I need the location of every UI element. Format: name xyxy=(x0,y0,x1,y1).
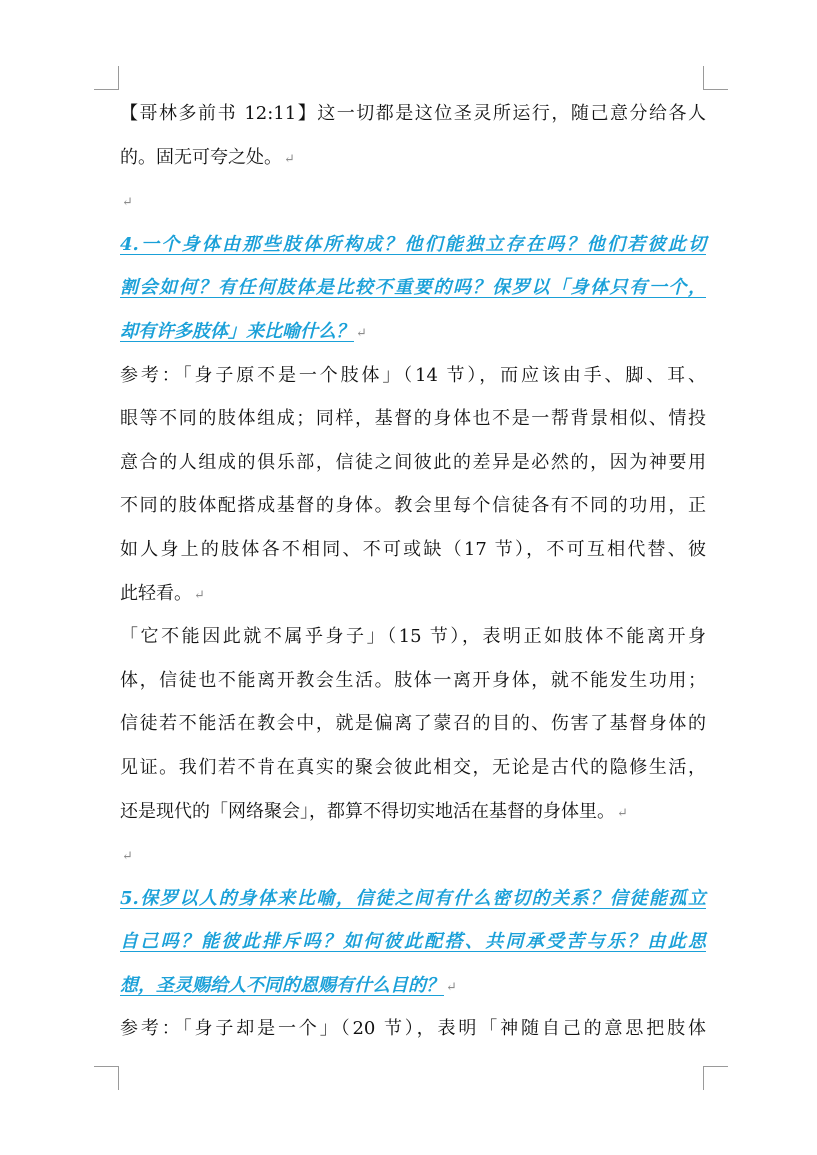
line-text: 不同的肢体配搭成基督的身体。教会里每个信徒各有不同的功用，正 xyxy=(120,495,706,517)
paragraph-mark-icon: ↵ xyxy=(194,587,205,603)
body-text-line xyxy=(120,136,706,180)
line-text: 自己吗？能彼此排斥吗？如何彼此配搭、共同承受苦与乐？由此思 xyxy=(120,931,706,953)
paragraph-mark-icon: ↵ xyxy=(122,195,133,211)
question-heading-line xyxy=(120,920,706,964)
paragraph-mark-icon: ↵ xyxy=(122,849,133,865)
body-text-line xyxy=(120,397,706,441)
line-text: 却有许多肢体」来比喻什么？ xyxy=(120,320,354,342)
body-text-line xyxy=(120,746,706,790)
line-text: 【哥林多前书 12:11】这一切都是这位圣灵所运行，随己意分给各人 xyxy=(120,103,706,124)
body-text-line xyxy=(120,528,706,572)
line-text: 4.一个身体由那些肢体所构成？他们能独立存在吗？他们若彼此切 xyxy=(120,233,706,255)
crop-mark-bottom-right-v xyxy=(703,1066,704,1090)
line-text: 「它不能因此就不属乎身子」（15 节），表明正如肢体不能离开身 xyxy=(120,626,706,648)
body-text-line xyxy=(120,790,706,834)
body-text-line xyxy=(120,354,706,398)
line-text: 见证。我们若不肯在真实的聚会彼此相交，无论是古代的隐修生活， xyxy=(120,756,706,778)
body-text-line xyxy=(120,1007,706,1051)
crop-mark-top-left-h xyxy=(94,89,119,90)
body-text-line xyxy=(120,615,706,659)
body-text-line xyxy=(120,441,706,485)
line-text: 还是现代的「网络聚会」，都算不得切实地活在基督的身体里。 xyxy=(120,800,615,822)
line-text: 体，信徒也不能离开教会生活。肢体一离开身体，就不能发生功用； xyxy=(120,669,706,691)
crop-mark-top-right-h xyxy=(703,89,728,90)
line-text: 此轻看。 xyxy=(120,582,192,604)
crop-mark-top-left-v xyxy=(118,66,119,90)
line-text: 的。固无可夸之处。 xyxy=(120,146,282,168)
document-body[interactable] xyxy=(120,92,706,1051)
line-text: 参考：「身子却是一个」（20 节），表明「神随自己的意思把肢体 xyxy=(120,1018,706,1040)
empty-paragraph xyxy=(120,179,706,223)
question-heading-line xyxy=(120,266,706,310)
question-heading-line xyxy=(120,223,706,267)
body-text-line xyxy=(120,92,706,136)
line-text: 想，圣灵赐给人不同的恩赐有什么目的？ xyxy=(120,974,444,996)
line-text: 割会如何？有任何肢体是比较不重要的吗？保罗以「身体只有一个， xyxy=(120,277,706,299)
crop-mark-bottom-left-h xyxy=(94,1066,119,1067)
line-text: 如人身上的肢体各不相同、不可或缺（17 节），不可互相代替、彼 xyxy=(120,538,706,560)
line-text: 意合的人组成的俱乐部，信徒之间彼此的差异是必然的，因为神要用 xyxy=(120,451,706,473)
body-text-line xyxy=(120,659,706,703)
paragraph-mark-icon: ↵ xyxy=(356,325,367,341)
crop-mark-bottom-left-v xyxy=(118,1066,119,1090)
paragraph-mark-icon: ↵ xyxy=(446,979,457,995)
question-heading-line xyxy=(120,964,706,1008)
crop-mark-bottom-right-h xyxy=(703,1066,728,1067)
paragraph-mark-icon: ↵ xyxy=(284,151,295,167)
line-text: 5.保罗以人的身体来比喻，信徒之间有什么密切的关系？信徒能孤立 xyxy=(120,887,706,909)
body-text-line xyxy=(120,702,706,746)
line-text: 信徒若不能活在教会中，就是偏离了蒙召的目的、伤害了基督身体的 xyxy=(120,713,706,735)
body-text-line xyxy=(120,572,706,616)
crop-mark-top-right-v xyxy=(703,66,704,90)
line-text: 参考：「身子原不是一个肢体」（14 节），而应该由手、脚、耳、 xyxy=(120,364,706,386)
empty-paragraph xyxy=(120,833,706,877)
question-heading-line xyxy=(120,310,706,354)
body-text-line xyxy=(120,484,706,528)
paragraph-mark-icon: ↵ xyxy=(617,805,628,821)
question-heading-line xyxy=(120,877,706,921)
line-text: 眼等不同的肢体组成；同样，基督的身体也不是一帮背景相似、情投 xyxy=(120,408,706,430)
